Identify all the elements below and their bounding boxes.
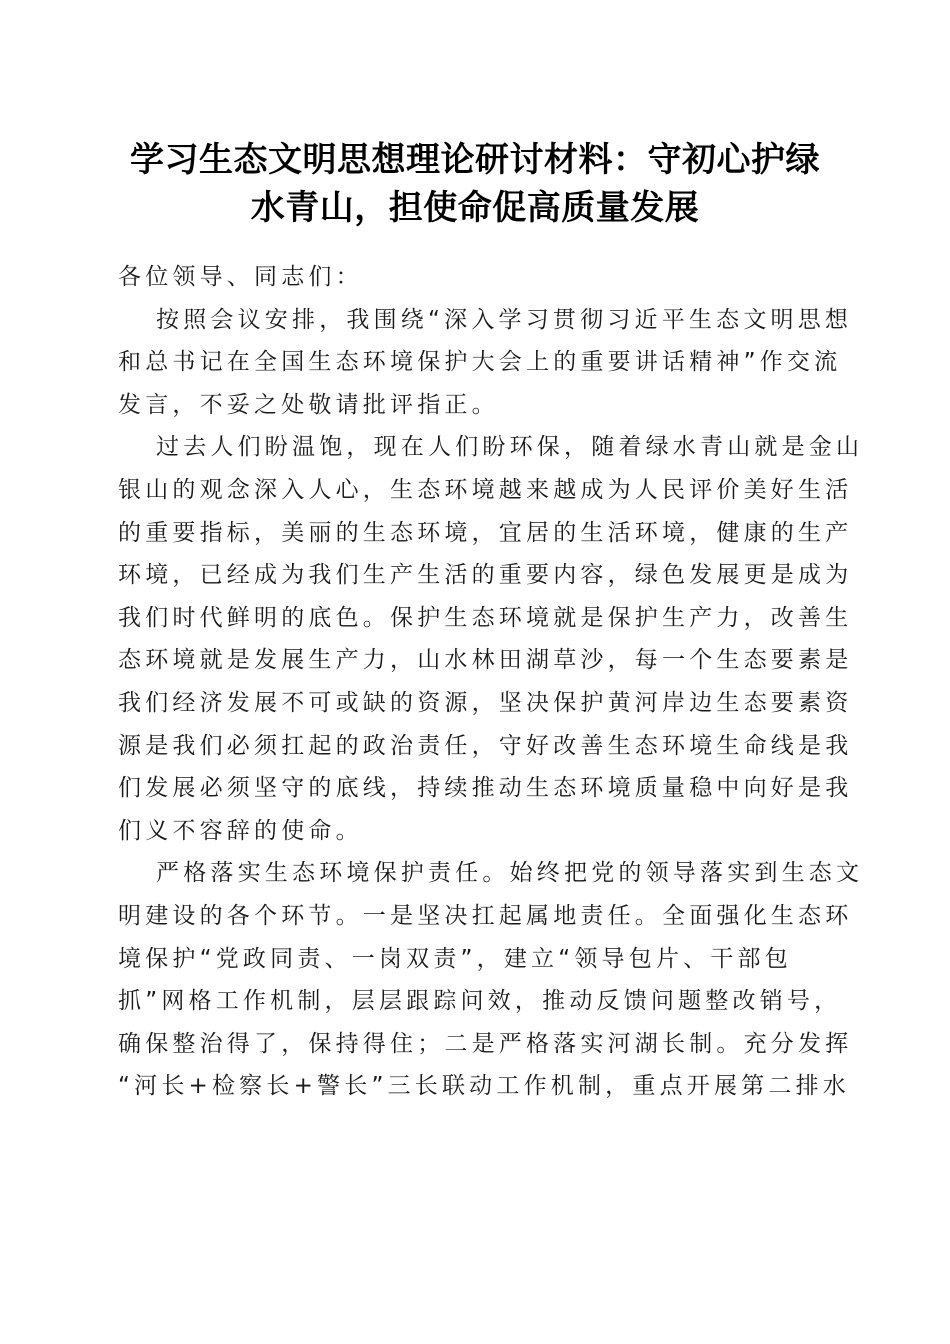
paragraph-line: 们发展必须坚守的底线，持续推动生态环境质量稳中向好是我 (118, 775, 853, 802)
paragraph-line: 源是我们必须扛起的政治责任，守好改善生态环境生命线是我 (118, 732, 853, 759)
title-line: 学习生态文明思想理论研讨材料：守初心护绿 (130, 140, 820, 180)
paragraph-ecology-importance (118, 426, 864, 852)
paragraph-line: 和总书记在全国生态环境保护大会上的重要讲话精神”作交流 (118, 349, 842, 376)
paragraph-line: 我们经济发展不可或缺的资源，坚决保护黄河岸边生态要素资 (118, 689, 853, 716)
title-line: 水青山，担使命促高质量发展 (250, 188, 700, 228)
paragraph-line: 确保整治得了，保持得住；二是严格落实河湖长制。充分发挥 (118, 1030, 853, 1057)
document-title (100, 136, 850, 232)
paragraph-line: 严格落实生态环境保护责任。始终把党的领导落实到生态文 (156, 860, 864, 887)
paragraph-line: 我们时代鲜明的底色。保护生态环境就是保护生产力，改善生 (118, 604, 853, 631)
paragraph-line: “河长+检察长+警长”三长联动工作机制，重点开展第二排水 (118, 1073, 850, 1100)
paragraph-meeting-intro (118, 299, 853, 427)
paragraph-line: 们义不容辞的使命。 (118, 817, 363, 844)
paragraph-line: 按照会议安排，我围绕“深入学习贯彻习近平生态文明思想 (156, 306, 853, 333)
paragraph-line: 态环境就是发展生产力，山水林田湖草沙，每一个生态要素是 (118, 647, 853, 674)
paragraph-line: 抓”网格工作机制，层层跟踪问效，推动反馈问题整改销号， (118, 988, 842, 1015)
document-body (118, 256, 864, 1108)
paragraph-line: 银山的观念深入人心，生态环境越来越成为人民评价美好生活 (118, 476, 853, 503)
paragraph-line: 明建设的各个环节。一是坚决扛起属地责任。全面强化生态环 (118, 902, 853, 929)
paragraph-line: 的重要指标，美丽的生态环境，宜居的生活环境，健康的生产 (118, 519, 853, 546)
paragraph-line: 境保护“党政同责、一岗双责”，建立“领导包片、干部包 (118, 945, 792, 972)
paragraph-line: 过去人们盼温饱，现在人们盼环保，随着绿水青山就是金山 (156, 434, 864, 461)
paragraph-line: 环境，已经成为我们生产生活的重要内容，绿色发展更是成为 (118, 562, 853, 589)
paragraph-line: 发言，不妥之处敬请批评指正。 (118, 391, 499, 418)
paragraph-responsibility (118, 852, 864, 1108)
salutation: 各位领导、同志们： (118, 264, 363, 290)
